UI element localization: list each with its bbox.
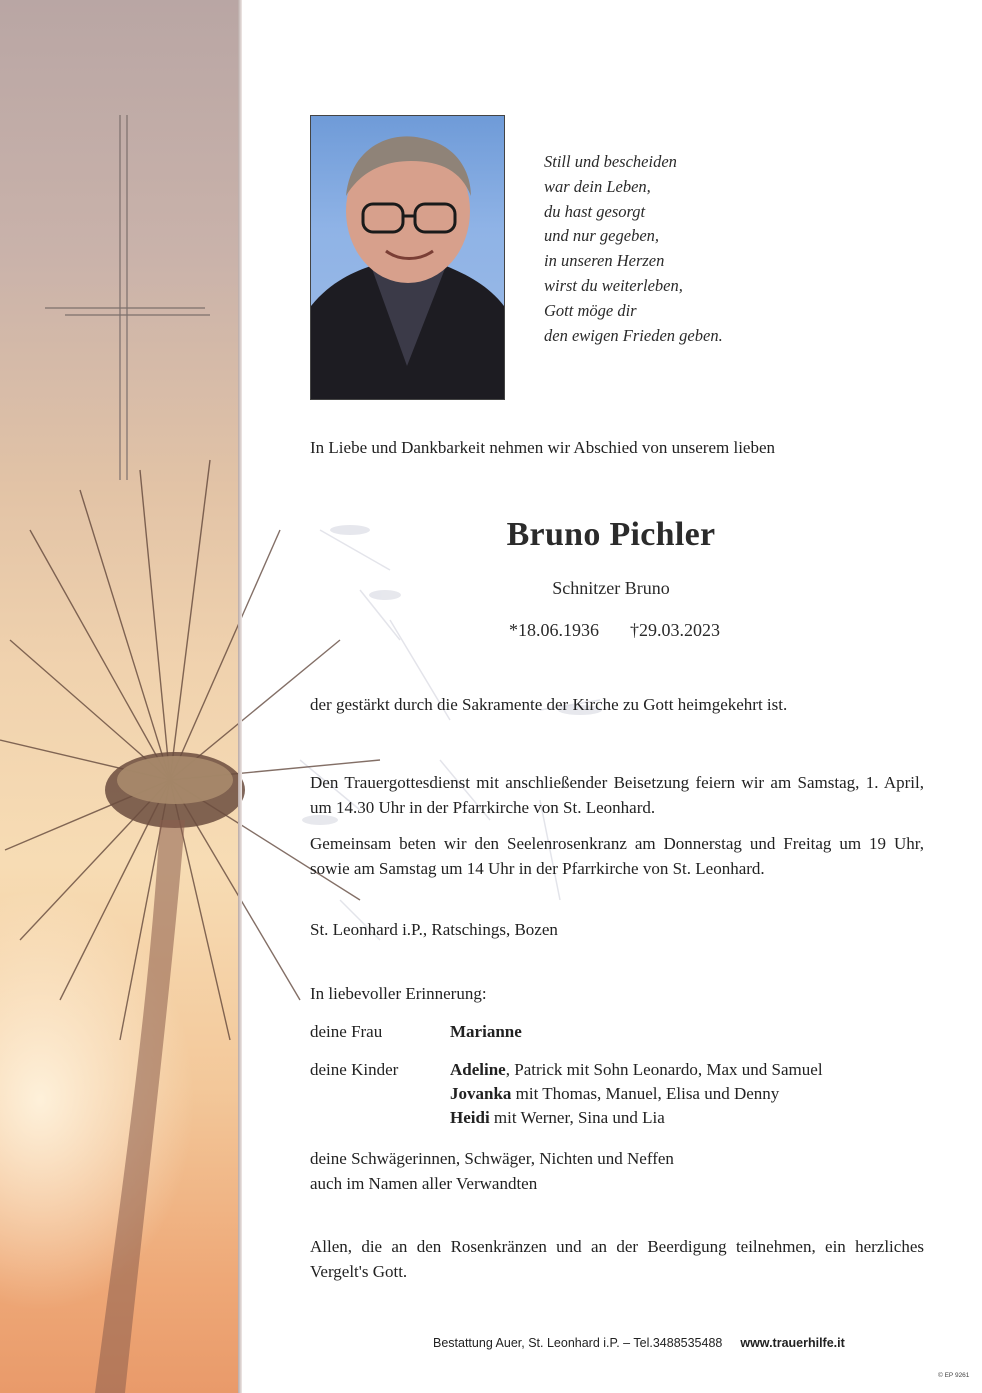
portrait-photo — [310, 115, 505, 400]
child-line — [450, 1108, 665, 1128]
life-dates — [509, 620, 720, 641]
children-label: deine Kinder — [310, 1060, 399, 1079]
funeral-company: Bestattung Auer, St. Leonhard i.P. – Tel.3488535488 — [433, 1336, 723, 1350]
poem-line: den ewigen Frieden geben. — [544, 325, 723, 345]
extended-family — [310, 1147, 674, 1196]
poem-line: wirst du weiterleben, — [544, 275, 683, 295]
rosary-text: Gemeinsam beten wir den Seelenrosenkranz am Donnerstag und Freitag um 19 Uhr, sowie am Samstag um 14 Uhr in der Pfarrkirche von St. Leonhard. — [310, 834, 924, 878]
print-code: © EP 9261 — [938, 1372, 970, 1379]
portrait-illustration — [311, 116, 504, 399]
death-date: †29.03.2023 — [630, 620, 720, 640]
child-line — [450, 1060, 823, 1080]
child-family: mit Werner, Sina und Lia — [489, 1108, 665, 1127]
poem-line: Still und bescheiden — [544, 152, 677, 171]
memory-heading: In liebevoller Erinnerung: — [310, 984, 487, 1003]
poem-line: und nur gegeben, — [544, 226, 660, 246]
nickname: Schnitzer Bruno — [552, 578, 670, 598]
wife-label: deine Frau — [310, 1022, 383, 1041]
wife-name — [450, 1022, 522, 1042]
child-family: mit Thomas, Manuel, Elisa und Denny — [511, 1084, 780, 1103]
website-link[interactable]: www.trauerhilfe.it — [740, 1336, 845, 1350]
child-name: Adeline — [450, 1060, 506, 1079]
thanks-text: Allen, die an den Rosenkränzen und an der Beerdigung teilnehmen, ein herzliches Vergelt's Gott. — [310, 1237, 924, 1281]
child-family: , Patrick mit Sohn Leonardo, Max und Samuel — [505, 1060, 823, 1079]
poem-line: in unseren Herzen — [544, 251, 665, 271]
cross-icon — [0, 0, 240, 480]
footer — [433, 1336, 845, 1350]
funeral-service-text: Den Trauergottesdienst mit anschließender Beisetzung feiern wir am Samstag, 1. April, um 14.30 Uhr in der Pfarrkirche von St. Leonhard. — [310, 773, 924, 817]
deceased-name: Bruno Pichler — [506, 516, 716, 553]
poem — [544, 150, 804, 348]
poem-line: war dein Leben, — [544, 176, 651, 196]
family-line: auch im Namen aller Verwandten — [310, 1173, 538, 1193]
child-line — [450, 1084, 779, 1104]
poem-line: Gott möge dir — [544, 300, 637, 320]
intro-text: In Liebe und Dankbarkeit nehmen wir Abschied von unserem lieben — [310, 438, 776, 457]
family-line: deine Schwägerinnen, Schwäger, Nichten und Neffen — [310, 1149, 674, 1168]
sacrament-text: der gestärkt durch die Sakramente der Kirche zu Gott heimgekehrt ist. — [310, 695, 788, 714]
places-text: St. Leonhard i.P., Ratschings, Bozen — [310, 920, 558, 939]
wife-name-bold: Marianne — [450, 1022, 522, 1041]
child-name: Jovanka — [450, 1084, 512, 1103]
child-name: Heidi — [450, 1108, 490, 1127]
poem-line: du hast gesorgt — [544, 201, 646, 221]
birth-date: *18.06.1936 — [509, 620, 599, 640]
